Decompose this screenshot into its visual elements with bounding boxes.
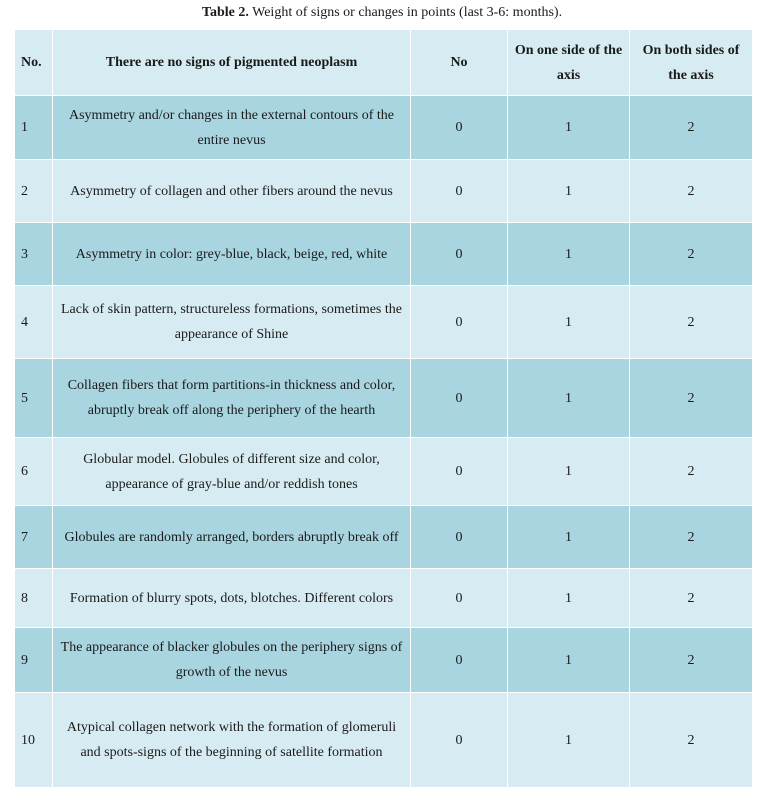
row-description: Formation of blurry spots, dots, blotches. Different colors (53, 569, 411, 628)
header-number: No. (15, 30, 53, 96)
row-description: Lack of skin pattern, structureless formations, sometimes the appearance of Shine (53, 286, 411, 359)
row-description: Collagen fibers that form partitions-in thickness and color, abruptly break off along the periphery of the hearth (53, 359, 411, 438)
row-score-no: 0 (411, 628, 508, 693)
table-caption-text: Weight of signs or changes in points (last 3-6: months). (248, 5, 563, 20)
row-score-no: 0 (411, 223, 508, 286)
row-description: Asymmetry and/or changes in the external contours of the entire nevus (53, 96, 411, 160)
row-score-no: 0 (411, 359, 508, 438)
row-score-both-sides: 2 (630, 628, 753, 693)
row-number: 10 (15, 693, 53, 788)
table-row (15, 160, 753, 223)
row-description: Asymmetry of collagen and other fibers around the nevus (53, 160, 411, 223)
row-score-both-sides: 2 (630, 286, 753, 359)
row-score-no: 0 (411, 160, 508, 223)
header-both-sides: On both sides of the axis (630, 30, 753, 96)
row-description: Asymmetry in color: grey-blue, black, beige, red, white (53, 223, 411, 286)
table-row (15, 223, 753, 286)
row-score-one-side: 1 (508, 160, 630, 223)
row-number: 2 (15, 160, 53, 223)
row-score-one-side: 1 (508, 438, 630, 506)
header-no: No (411, 30, 508, 96)
row-number: 9 (15, 628, 53, 693)
row-score-one-side: 1 (508, 693, 630, 788)
row-score-one-side: 1 (508, 286, 630, 359)
row-number: 5 (15, 359, 53, 438)
table-caption (0, 4, 764, 22)
row-score-no: 0 (411, 506, 508, 569)
row-score-no: 0 (411, 693, 508, 788)
table-row (15, 693, 753, 788)
table-row (15, 286, 753, 359)
row-score-both-sides: 2 (630, 569, 753, 628)
row-score-one-side: 1 (508, 96, 630, 160)
row-description: Globular model. Globules of different size and color, appearance of gray-blue and/or reddish tones (53, 438, 411, 506)
row-number: 7 (15, 506, 53, 569)
row-description: The appearance of blacker globules on the periphery signs of growth of the nevus (53, 628, 411, 693)
row-number: 1 (15, 96, 53, 160)
row-score-no: 0 (411, 286, 508, 359)
table-row (15, 359, 753, 438)
table-row (15, 569, 753, 628)
row-score-one-side: 1 (508, 506, 630, 569)
table-caption-label: Table 2. (201, 5, 249, 20)
row-score-both-sides: 2 (630, 223, 753, 286)
row-number: 4 (15, 286, 53, 359)
row-score-both-sides: 2 (630, 359, 753, 438)
row-score-both-sides: 2 (630, 96, 753, 160)
header-description: There are no signs of pigmented neoplasm (53, 30, 411, 96)
row-number: 6 (15, 438, 53, 506)
row-score-no: 0 (411, 438, 508, 506)
row-description: Globules are randomly arranged, borders abruptly break off (53, 506, 411, 569)
table-row (15, 628, 753, 693)
table-row (15, 96, 753, 160)
row-number: 3 (15, 223, 53, 286)
header-one-side: On one side of the axis (508, 30, 630, 96)
row-score-one-side: 1 (508, 569, 630, 628)
row-score-one-side: 1 (508, 223, 630, 286)
row-score-no: 0 (411, 569, 508, 628)
weights-table (14, 29, 753, 788)
table-row (15, 438, 753, 506)
row-description: Atypical collagen network with the formation of glomeruli and spots-signs of the beginning of satellite formation (53, 693, 411, 788)
row-score-both-sides: 2 (630, 160, 753, 223)
row-score-one-side: 1 (508, 628, 630, 693)
row-score-one-side: 1 (508, 359, 630, 438)
row-score-both-sides: 2 (630, 693, 753, 788)
row-number: 8 (15, 569, 53, 628)
row-score-both-sides: 2 (630, 438, 753, 506)
table-header-row (15, 30, 753, 96)
table-row (15, 506, 753, 569)
row-score-both-sides: 2 (630, 506, 753, 569)
row-score-no: 0 (411, 96, 508, 160)
